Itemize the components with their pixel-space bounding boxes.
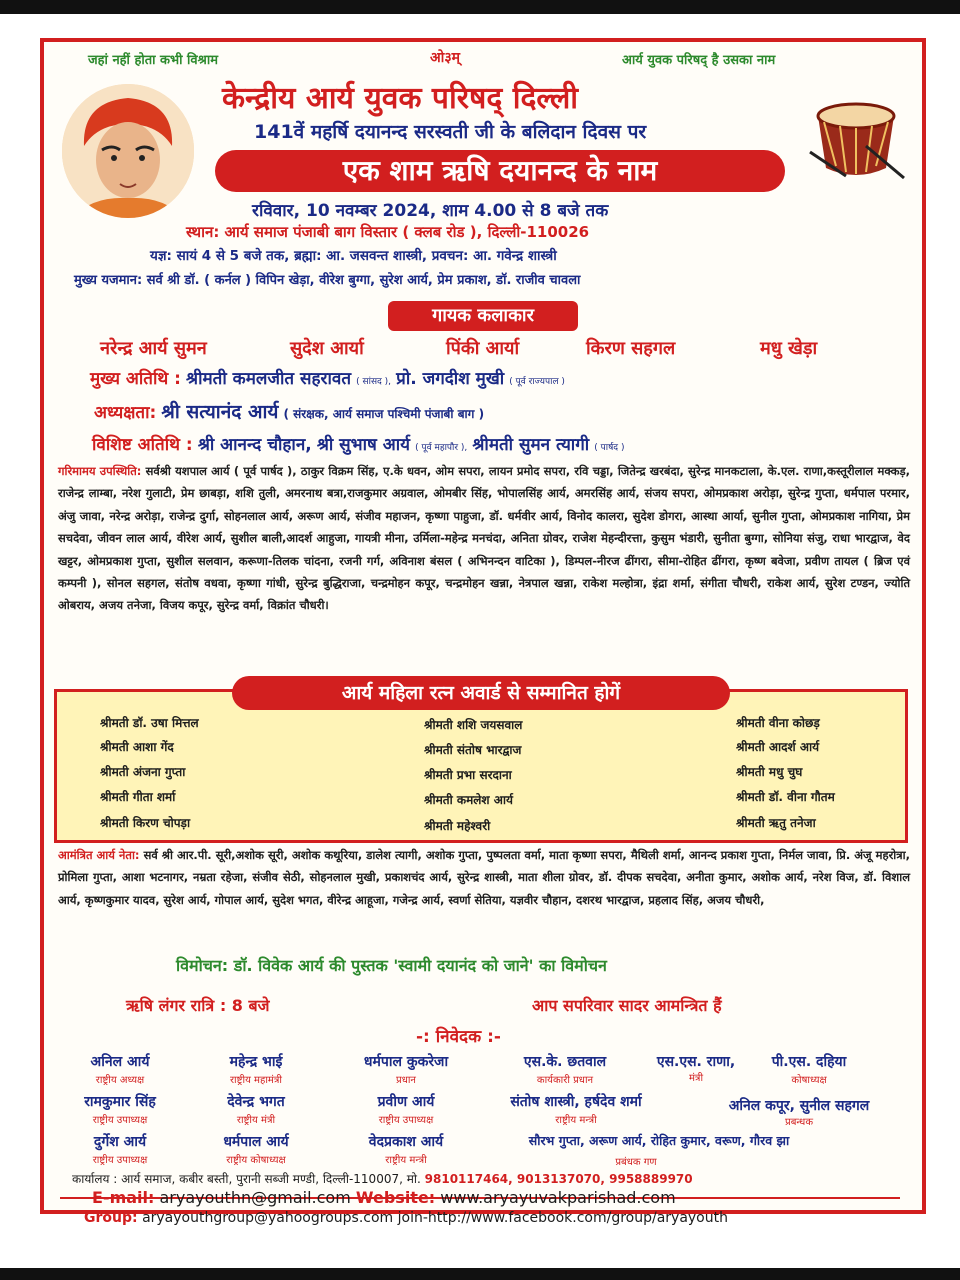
sig-11-role: प्रबन्धक bbox=[785, 1117, 813, 1128]
chief-guest-1: श्रीमती कमलजीत सहरावत bbox=[186, 369, 352, 389]
sig-6-name: पी.एस. दहिया bbox=[771, 1054, 847, 1070]
sig-14-role: राष्ट्रीय मन्त्री bbox=[385, 1155, 427, 1166]
sig-7-name: रामकुमार सिंह bbox=[84, 1094, 156, 1110]
email-link[interactable]: aryayouthn@gmail.com bbox=[159, 1188, 351, 1207]
invited-label: आमंत्रित आर्य नेता: bbox=[58, 848, 140, 862]
singer-4: किरण सहगल bbox=[586, 338, 676, 359]
poster bbox=[0, 14, 960, 1268]
sig-12-name: दुर्गेश आर्य bbox=[93, 1134, 147, 1150]
sig-5-name: एस.एस. राणा, bbox=[656, 1054, 736, 1070]
sig-6-role: कोषाध्यक्ष bbox=[791, 1075, 827, 1086]
sig-3-name: धर्मपाल कुकरेजा bbox=[363, 1054, 449, 1070]
sig-2-name: महेन्द्र भाई bbox=[229, 1054, 283, 1070]
award-c1-5: श्रीमती किरण चोपड़ा bbox=[100, 816, 191, 830]
award-c3-3: श्रीमती मधु चुघ bbox=[736, 765, 803, 779]
top-border bbox=[0, 0, 960, 14]
sig-3-role: प्रधान bbox=[396, 1075, 416, 1086]
award-c3-4: श्रीमती डॉ. वीना गौतम bbox=[736, 790, 835, 804]
award-c3-1: श्रीमती वीना कोछड़ bbox=[736, 716, 820, 730]
award-c2-4: श्रीमती कमलेश आर्य bbox=[424, 793, 513, 807]
sig-15-role: प्रबंधक गण bbox=[615, 1157, 657, 1168]
invited-text: सर्व श्री आर.पी. सूरी,अशोक सूरी, अशोक कथूरिया, डालेश त्यागी, अशोक गुप्ता, पुष्पलता वर्मा, माता कृष्णा सपरा, मैथिली शर्मा, आनन्द प्रकाश गुप्ता, निर्मल जावा, प्रि. अंजू महरोत्रा, प्रोमिला गुप्ता, आशा भटनागर, नम्रता रहेजा, संजीव सेठी, सोहनलाल मुखी, प्रकाशचंद आर्य, सुरेन्द्र शास्त्री, माता शीला ग्रोवर, डॉ. दीपक सचदेवा, अनीता कुमार, अशोक आर्य, नरेश विज, डॉ. विशाल आर्य, कृष्णकुमार यादव, सुरेश आर्य, गोपाल आर्य, सुदेश भगत, वीरेन्द्र आहूजा, गजेन्द्र आर्य, स्वर्णा सेतिया, यज्ञवीर चौहान, दशरथ भारद्वाज, प्रहलाद सिंह, अजय चौधरी, bbox=[58, 848, 910, 907]
left-motto: जहां नहीं होता कभी विश्राम bbox=[88, 53, 218, 68]
singer-1: नरेन्द्र आर्य सुमन bbox=[100, 338, 207, 359]
president-line bbox=[94, 398, 484, 424]
sig-9-role: राष्ट्रीय उपाध्यक्ष bbox=[378, 1115, 434, 1126]
special-guest-3-role: ( पार्षद ) bbox=[594, 443, 625, 453]
sig-7-role: राष्ट्रीय उपाध्यक्ष bbox=[92, 1115, 148, 1126]
dayanand-portrait bbox=[62, 84, 194, 218]
sig-1-role: राष्ट्रीय अध्यक्ष bbox=[95, 1075, 145, 1086]
sig-4-name: एस.के. छतवाल bbox=[523, 1054, 607, 1070]
yagya-line: यज्ञ: सायं 4 से 5 बजे तक, ब्रह्मा: आ. जसवन्त शास्त्री, प्रवचन: आ. गवेन्द्र शास्त्री bbox=[150, 248, 557, 264]
sig-5-role: मंत्री bbox=[688, 1073, 704, 1084]
email-label: E-mail: bbox=[92, 1188, 155, 1207]
sig-2-role: राष्ट्रीय महामंत्री bbox=[229, 1075, 283, 1086]
event-venue: स्थान: आर्य समाज पंजाबी बाग विस्तार ( क्लब रोड ), दिल्ली-110026 bbox=[186, 223, 590, 241]
singer-2: सुदेश आर्या bbox=[290, 338, 364, 359]
group-line bbox=[84, 1210, 728, 1226]
award-c2-5: श्रीमती महेश्वरी bbox=[424, 819, 491, 833]
award-c1-3: श्रीमती अंजना गुप्ता bbox=[100, 765, 186, 779]
chief-guest-line bbox=[90, 366, 565, 389]
sig-10-role: राष्ट्रीय मन्त्री bbox=[555, 1115, 597, 1126]
sig-8-name: देवेन्द्र भगत bbox=[227, 1094, 285, 1110]
chief-guest-2-role: ( पूर्व राज्यपाल ) bbox=[509, 377, 565, 387]
singer-5: मधु खेड़ा bbox=[760, 338, 818, 359]
special-guest-label: विशिष्ट अतिथि : bbox=[92, 435, 193, 455]
sig-14-name: वेदप्रकाश आर्य bbox=[368, 1134, 444, 1150]
award-c2-3: श्रीमती प्रभा सरदाना bbox=[424, 768, 512, 782]
award-c1-2: श्रीमती आशा गेंद bbox=[100, 740, 174, 754]
bottom-border bbox=[0, 1268, 960, 1280]
welcome-note: आप सपरिवार सादर आमन्त्रित हैं bbox=[532, 996, 722, 1015]
office-address: कार्यालय : आर्य समाज, कबीर बस्ती, पुरानी सब्जी मण्डी, दिल्ली-110007, मो. bbox=[72, 1172, 421, 1186]
sig-4-role: कार्यकारी प्रधान bbox=[536, 1075, 594, 1086]
sig-13-name: धर्मपाल आर्य bbox=[223, 1134, 289, 1150]
special-guest-3: श्रीमती सुमन त्यागी bbox=[472, 435, 590, 455]
portrait-illustration bbox=[62, 84, 194, 218]
website-label: Website: bbox=[355, 1188, 436, 1207]
langar-time: ऋषि लंगर रात्रि : 8 बजे bbox=[126, 996, 270, 1015]
awards-title: आर्य महिला रत्न अवार्ड से सम्मानित होगें bbox=[232, 676, 730, 710]
hosts-line: मुख्य यजमान: सर्व श्री डॉ. ( कर्नल ) विपिन खेड़ा, वीरेश बुग्गा, सुरेश आर्य, प्रेम प्रकाश, डॉ. राजीव चावला bbox=[74, 273, 581, 288]
special-guest-1: श्री आनन्द चौहान, bbox=[197, 435, 312, 455]
sig-1-name: अनिल आर्य bbox=[90, 1054, 150, 1070]
event-datetime: रविवार, 10 नवम्बर 2024, शाम 4.00 से 8 बजे तक bbox=[252, 201, 609, 221]
right-motto: आर्य युवक परिषद् है उसका नाम bbox=[622, 53, 776, 68]
award-c1-4: श्रीमती गीता शर्मा bbox=[100, 790, 176, 804]
group-link[interactable]: aryayouthgroup@yahoogroups.com bbox=[142, 1210, 394, 1226]
office-line bbox=[72, 1170, 693, 1187]
org-name: केन्द्रीय आर्य युवक परिषद् दिल्ली bbox=[222, 81, 579, 116]
sig-11-name: अनिल कपूर, सुनील सहगल bbox=[728, 1098, 870, 1114]
award-c1-1: श्रीमती डॉ. उषा मित्तल bbox=[100, 716, 199, 730]
special-guest-line bbox=[92, 432, 624, 455]
event-title-banner: एक शाम ऋषि दयानन्द के नाम bbox=[215, 150, 785, 192]
email-website-line bbox=[92, 1188, 676, 1207]
facebook-link[interactable]: join-http://www.facebook.com/group/aryayouth bbox=[397, 1210, 728, 1226]
sig-15-name: सौरभ गुप्ता, अरूण आर्य, रोहित कुमार, वरूण, गौरव झा bbox=[528, 1133, 790, 1148]
presence-text: सर्वश्री यशपाल आर्य ( पूर्व पार्षद ), ठाकुर विक्रम सिंह, ए.के धवन, ओम सपरा, लायन प्रमोद सपरा, रवि चड्डा, जितेन्द्र खरबंदा, सुरेन्द्र मानकटाला, के.एल. राणा,कस्तूरीलाल मक्कड़, राजेन्द्र लाम्बा, नरेश गुलाटी, प्रेम छाबड़ा, शशि तुली, अमरनाथ बत्रा,राजकुमार अग्रवाल, ओमबीर सिंह, भोपालसिंह आर्य, अमरसिंह आर्य, संजय सपरा, ओमप्रकाश अरोड़ा, सुरेन्द्र गुप्ता, धर्मपाल परमार, अंजु जावा, नरेन्द्र अरोड़ा, राजेन्द्र दुर्गा, सोहनलाल आर्य, अरूण आर्य, संजीव महाजन, कृष्णा पाहुजा, डॉ. धर्मवीर आर्य, विनोद कालरा, सुदेश डोगरा, आस्था आर्या, सुनील गुप्ता, ओमप्रकाश नागिया, प्रेम सचदेवा, जीवन लाल आर्य, वीरेश आर्य, सुशील बाली,आदर्श आहुजा, गायत्री मीना, उर्मिला-महेन्द्र मनचंदा, अनिता ग्रोवर, राजेश मेहन्दीरत्ता, कुसुम भंडारी, सुनीता बुग्गा, सोनिया संजु, राधा भारद्वाज, वेद खट्टर, ओमप्रकाश गुप्ता, सुशील सलवान, करूणा-तिलक चांदना, रजनी गर्ग, अविनाश बंसल ( अभिनन्दन वाटिका ), डिम्पल-नीरज ढींगरा, सीमा-रोहित ढींगरा, कृष्ण बवेजा, प्रवीण तायल ( ब्रिज एवं कम्पनी ), सोनल सहगल, संतोष वधवा, कृष्णा गांधी, सुरेन्द्र बुद्धिराजा, चन्द्रमोहन कपूर, चन्द्रमोहन खन्ना, नेत्रपाल खन्ना, राकेश मल्होत्रा, इंद्रा शर्मा, संगीता चौधरी, राकेश आर्य, सुरेश टण्डन, ज्योति ओबराय, अजय तनेजा, विजय कपूर, सुरेन्द्र वर्मा, विक्रांत चौधरी। bbox=[58, 464, 910, 613]
president-role: ( संरक्षक, आर्य समाज पश्चिमी पंजाबी बाग ) bbox=[283, 407, 485, 421]
chief-guest-2: प्रो. जगदीश मुखी bbox=[396, 369, 505, 389]
presence-label: गरिमामय उपस्थिति: bbox=[58, 464, 142, 478]
president-label: अध्यक्षता: bbox=[94, 403, 157, 423]
website-link[interactable]: www.aryayuvakparishad.com bbox=[440, 1188, 676, 1207]
president-name: श्री सत्यानंद आर्य bbox=[161, 401, 279, 423]
book-release: विमोचन: डॉ. विवेक आर्य की पुस्तक 'स्वामी दयानंद को जाने' का विमोचन bbox=[176, 956, 607, 975]
office-phones: 9810117464, 9013137070, 9958889970 bbox=[424, 1172, 693, 1186]
nivedak-title: -: निवेदक :- bbox=[416, 1027, 501, 1047]
sig-13-role: राष्ट्रीय कोषाध्यक्ष bbox=[226, 1155, 286, 1166]
drum-icon bbox=[806, 86, 906, 182]
invited-paragraph bbox=[58, 844, 910, 911]
sig-9-name: प्रवीण आर्य bbox=[377, 1094, 435, 1110]
special-guest-2: श्री सुभाष आर्य bbox=[316, 435, 410, 455]
sig-10-name: संतोष शास्त्री, हर्षदेव शर्मा bbox=[510, 1094, 642, 1110]
singer-3: पिंकी आर्या bbox=[446, 338, 520, 359]
award-c2-2: श्रीमती संतोष भारद्वाज bbox=[424, 743, 522, 757]
presence-paragraph bbox=[58, 460, 910, 617]
drum-illustration bbox=[806, 86, 906, 182]
award-c3-5: श्रीमती ऋतु तनेजा bbox=[736, 816, 816, 830]
chief-guest-1-role: ( सांसद ), bbox=[356, 377, 392, 387]
singers-title: गायक कलाकार bbox=[388, 301, 578, 331]
group-label: Group: bbox=[84, 1210, 138, 1226]
sig-8-role: राष्ट्रीय मंत्री bbox=[236, 1115, 276, 1126]
special-guest-2-role: ( पूर्व महापौर ), bbox=[415, 443, 468, 453]
chief-guest-label: मुख्य अतिथि : bbox=[90, 369, 181, 389]
om-text: ओ३म् bbox=[430, 50, 460, 66]
award-c3-2: श्रीमती आदर्श आर्य bbox=[736, 740, 820, 754]
award-c2-1: श्रीमती शशि जयसवाल bbox=[424, 718, 523, 732]
sig-12-role: राष्ट्रीय उपाध्यक्ष bbox=[92, 1155, 148, 1166]
occasion-line: 141वें महर्षि दयानन्द सरस्वती जी के बलिदान दिवस पर bbox=[254, 121, 647, 143]
